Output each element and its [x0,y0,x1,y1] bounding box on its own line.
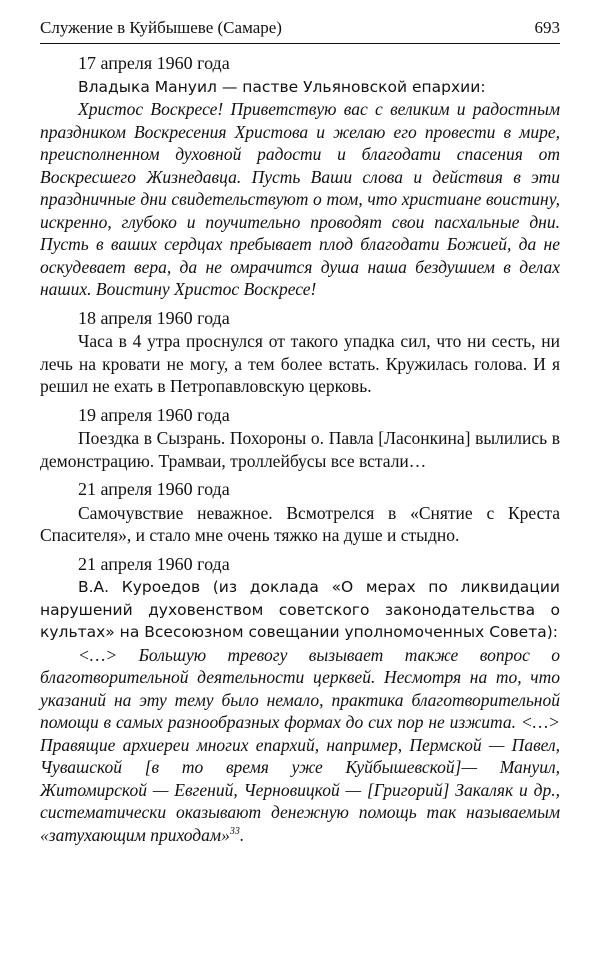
entry-quote: Христос Воскресе! Приветствую вас с великим и радостным праздником Воскресения Христова и желаю его провести в мире, преисполненном духовной радости и благодати спасения от Воскресшего Жизнедавца. Пусть Ваши слова и действия в эти праздничные дни свидетельствуют о том, что христиане воистину, искренно, глубоко и поучительно проводят свои пасхальные дни. Пусть в ваших сердцах пребывает плод благодати Божией, да не оскудевает вера, да не омрачится душа наша бездушием в делах наших. Воистину Христос Воскресе! [40,99,560,299]
entry-date: 21 апреля 1960 года [78,553,230,574]
page-body [40,52,560,852]
entry-intro: Владыка Мануил — пастве Ульяновской епархии: [78,77,486,96]
entry-text: Часа в 4 утра проснулся от такого упадка сил, что ни сесть, ни лечь на кровати не могу, а тем более встать. Кружилась голова. И я решил не ехать в Петропавловскую церковь. [40,331,560,396]
page-number: 693 [534,18,560,37]
entry-date: 17 апреля 1960 года [78,53,230,73]
running-header [40,18,560,40]
entry-quote: <…> Большую тревогу вызывает также вопрос о благотворительной деятельности церквей. Несмотря на то, что указаний на эту тему было немало, практика благотворительной помощи в самых разнообразных формах до сих пор не изжита. <…> Правящие архиереи многих епархий, например, Пермской — Павел, Чувашской [в то время уже Куйбышевской]— Мануил, Житомирской — Евгений, Черновицкой — [Григорий] Закаляк и др., систематически оказывают денежную помощь так называемым «затухающим приходам»$^{33}$. [40,644,560,845]
entry-date: 18 апреля 1960 года [78,307,230,328]
chapter-title: Служение в Куйбышеве (Самаре) [40,18,282,37]
entry-date: 19 апреля 1960 года [78,404,230,425]
diary-entry [40,478,560,547]
diary-entry [40,307,560,398]
footnote-marker: 33 [229,825,240,837]
entry-intro: В.А. Куроедов (из доклада «О мерах по ликвидации нарушений духовенством советского законодательства о культах» на Всесоюзном совещании уполномоченных Совета): [40,578,560,641]
diary-entry [40,553,560,847]
entry-text: Поездка в Сызрань. Похороны о. Павла [Ласонкина] вылились в демонстрацию. Трамваи, троллейбусы все встали… [40,428,560,471]
entry-text: Самочувствие неважное. Всмотрелся в «Снятие с Креста Спасителя», и стало мне очень тяжко на душе и стыдно. [40,502,560,545]
quote-text: <…> Большую тревогу вызывает также вопрос о благотворительной деятельности церквей. Несмотря на то, что указаний на эту тему было немало, практика благотворительной помощи в самых разнообразных формах до сих пор не изжита. <…> Правящие архиереи многих епархий, например, Пермской — Павел, Чувашской [в то время уже Куйбышевской]— Мануил, Житомирской — Евгений, Черновицкой — [Григорий] Закаляк и др., систематически оказывают денежную помощь так называемым «затухающим приходам» [40,644,560,845]
diary-entry [40,52,560,301]
header-rule [40,43,560,44]
diary-entry [40,404,560,473]
entry-date: 21 апреля 1960 года [78,479,230,499]
